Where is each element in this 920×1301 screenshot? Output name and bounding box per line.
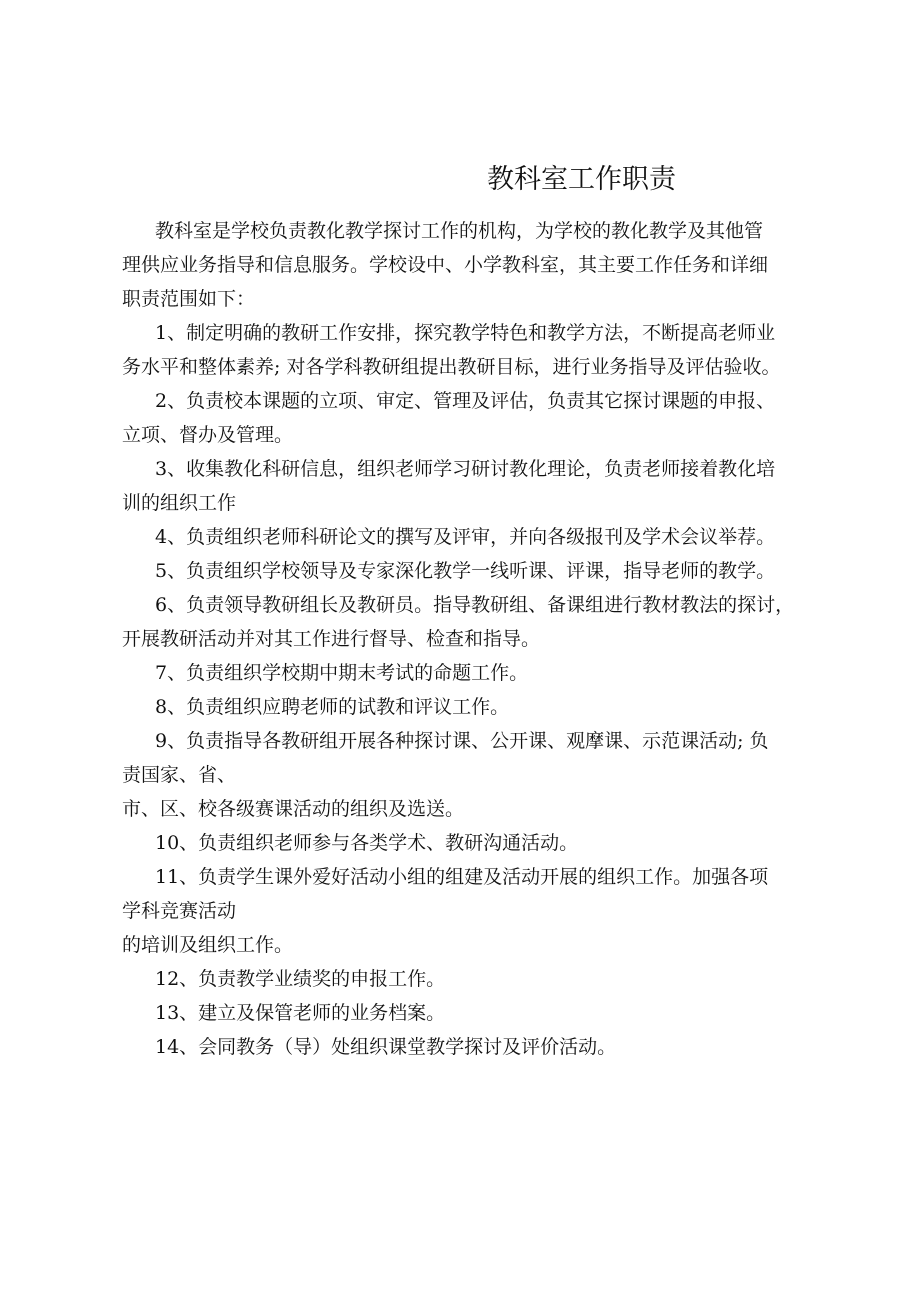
body-line: 7、负责组织学校期中期末考试的命题工作。 xyxy=(155,662,529,684)
body-line: 4、负责组织老师科研论文的撰写及评审，并向各级报刊及学术会议举荐。 xyxy=(155,526,776,548)
body-line: 学科竞赛活动 xyxy=(122,900,237,922)
body-line: 11、负责学生课外爱好活动小组的组建及活动开展的组织工作。加强各项 xyxy=(155,866,769,888)
body-line: 的培训及组织工作。 xyxy=(122,934,294,956)
body-line: 职责范围如下： xyxy=(122,288,256,310)
body-line: 务水平和整体素养; 对各学科教研组提出教研目标，进行业务指导及评估验收。 xyxy=(122,356,781,378)
body-line: 责国家、省、 xyxy=(122,764,237,786)
document-body xyxy=(122,214,812,1064)
body-line: 训的组织工作 xyxy=(122,492,237,514)
body-line: 1、制定明确的教研工作安排，探究教学特色和教学方法，不断提高老师业 xyxy=(155,322,776,344)
body-line: 10、负责组织老师参与各类学术、教研沟通活动。 xyxy=(155,832,579,854)
body-line: 12、负责教学业绩奖的申报工作。 xyxy=(155,968,446,990)
body-line: 教科室是学校负责教化教学探讨工作的机构，为学校的教化教学及其他管 xyxy=(155,220,764,242)
body-line: 13、建立及保管老师的业务档案。 xyxy=(155,1002,446,1024)
body-line: 市、区、校各级赛课活动的组织及选送。 xyxy=(122,798,465,820)
body-line: 8、负责组织应聘老师的试教和评议工作。 xyxy=(155,696,510,718)
body-line: 5、负责组织学校领导及专家深化教学一线听课、评课，指导老师的教学。 xyxy=(155,560,776,582)
body-line: 立项、督办及管理。 xyxy=(122,424,294,446)
document-title: 教科室工作职责 xyxy=(487,164,676,195)
body-line: 理供应业务指导和信息服务。学校设中、小学教科室，其主要工作任务和详细 xyxy=(122,254,769,276)
body-line: 9、负责指导各教研组开展各种探讨课、公开课、观摩课、示范课活动; 负 xyxy=(155,730,769,752)
body-line: 14、会同教务（导）处组织课堂教学探讨及评价活动。 xyxy=(155,1036,617,1058)
body-line: 开展教研活动并对其工作进行督导、检查和指导。 xyxy=(122,628,541,650)
body-line: 3、收集教化科研信息，组织老师学习研讨教化理论，负责老师接着教化培 xyxy=(155,458,776,480)
body-line: 2、负责校本课题的立项、审定、管理及评估，负责其它探讨课题的申报、 xyxy=(155,390,776,412)
body-line: 6、负责领导教研组长及教研员。指导教研组、备课组进行教材教法的探讨， xyxy=(155,594,795,616)
